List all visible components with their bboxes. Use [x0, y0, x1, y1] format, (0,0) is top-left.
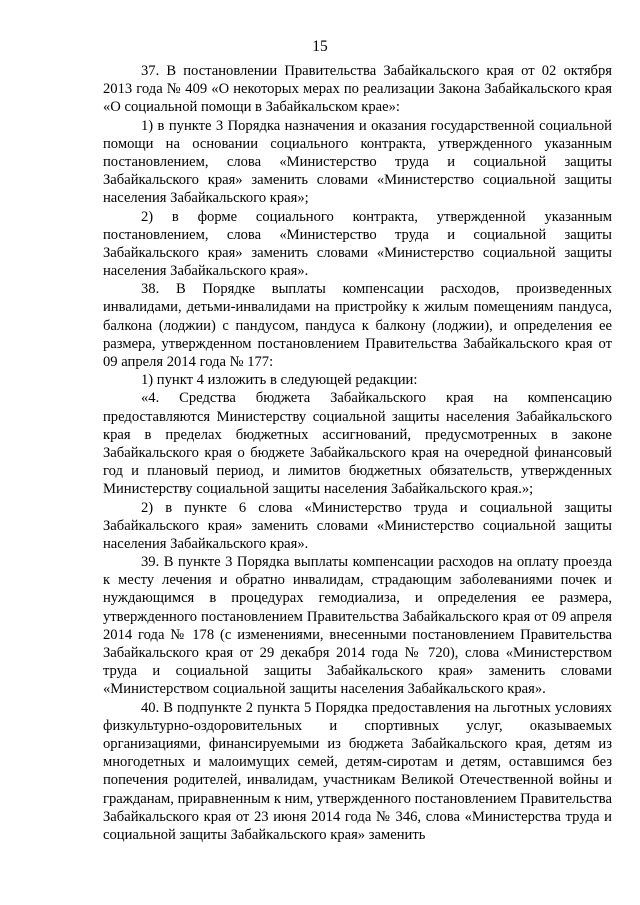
paragraph-38-item-1: 1) пункт 4 изложить в следующей редакции: [141, 372, 418, 389]
paragraph-38: 38. В Порядке выплаты компенсации расходов, произведенных инвалидами, детьми-инвалидами на пристройку к жилым помещениям пандуса, балкона (лоджии) с пандусом, пандуса к балкону (лоджии), и определения ее размера, утвержденном постановлением Правительства Забайкальского края от 09 апреля 2014 года № 177: [103, 281, 612, 370]
paragraph-38-quoted-clause-4: «4. Средства бюджета Забайкальского края на компенсацию предоставляются Министерству социальной защиты населения Забайкальского края в пределах бюджетных ассигнований, предусмотренных в законе Забайкальского края о бюджете Забайкальского края на очередной финансовый год и плановый период, и лимитов бюджетных обязательств, утвержденных Министерству социальной защиты населения Забайкальского края.»; [103, 390, 612, 498]
paragraph-37: 37. В постановлении Правительства Забайкальского края от 02 октября 2013 года № 409 «О некоторых мерах по реализации Закона Забайкальского края «О социальной помощи в Забайкальском крае»: [103, 63, 612, 116]
paragraph-39: 39. В пункте 3 Порядка выплаты компенсации расходов на оплату проезда к месту лечения и обратно инвалидам, страдающим заболеваниями почек и нуждающимся в процедурах гемодиализа, и определения ее размера, утвержденного постановлением Правительства Забайкальского края от 09 апреля 2014 года № 178 (с изменениями, внесенными постановлением Правительства Забайкальского края от 29 декабря 2014 года № 720), слова «Министерством труда и социальной защиты Забайкальского края» заменить словами «Министерством социальной защиты населения Забайкальского края». [103, 554, 612, 698]
paragraph-37-item-2: 2) в форме социального контракта, утвержденной указанным постановлением, слова «Министерство труда и социальной защиты Забайкальского края» заменить словами «Министерство социальной защиты населения Забайкальского края». [103, 208, 612, 280]
paragraph-40: 40. В подпункте 2 пункта 5 Порядка предоставления на льготных условиях физкультурно-оздоровительных и спортивных услуг, оказываемых организациями, финансируемыми из бюджета Забайкальского края, детям из многодетных и малоимущих семей, детям-сиротам и детям, оставшимся без попечения родителей, инвалидам, участникам Великой Отечественной войны и гражданам, приравненным к ним, утвержденного постановлением Правительства Забайкальского края от 23 июня 2014 года № 346, слова «Министерства труда и социальной защиты Забайкальского края» заменить [103, 699, 612, 843]
document-body [103, 62, 612, 844]
page-number: 15 [312, 38, 328, 55]
paragraph-37-item-1: 1) в пункте 3 Порядка назначения и оказания государственной социальной помощи на основании социального контракта, утвержденного указанным постановлением, слова «Министерство труда и социальной защиты Забайкальского края» заменить словами «Министерство социальной защиты населения Забайкальского края»; [103, 117, 612, 207]
paragraph-38-item-2: 2) в пункте 6 слова «Министерство труда и социальной защиты Забайкальского края» заменить словами «Министерство социальной защиты населения Забайкальского края». [103, 499, 612, 552]
